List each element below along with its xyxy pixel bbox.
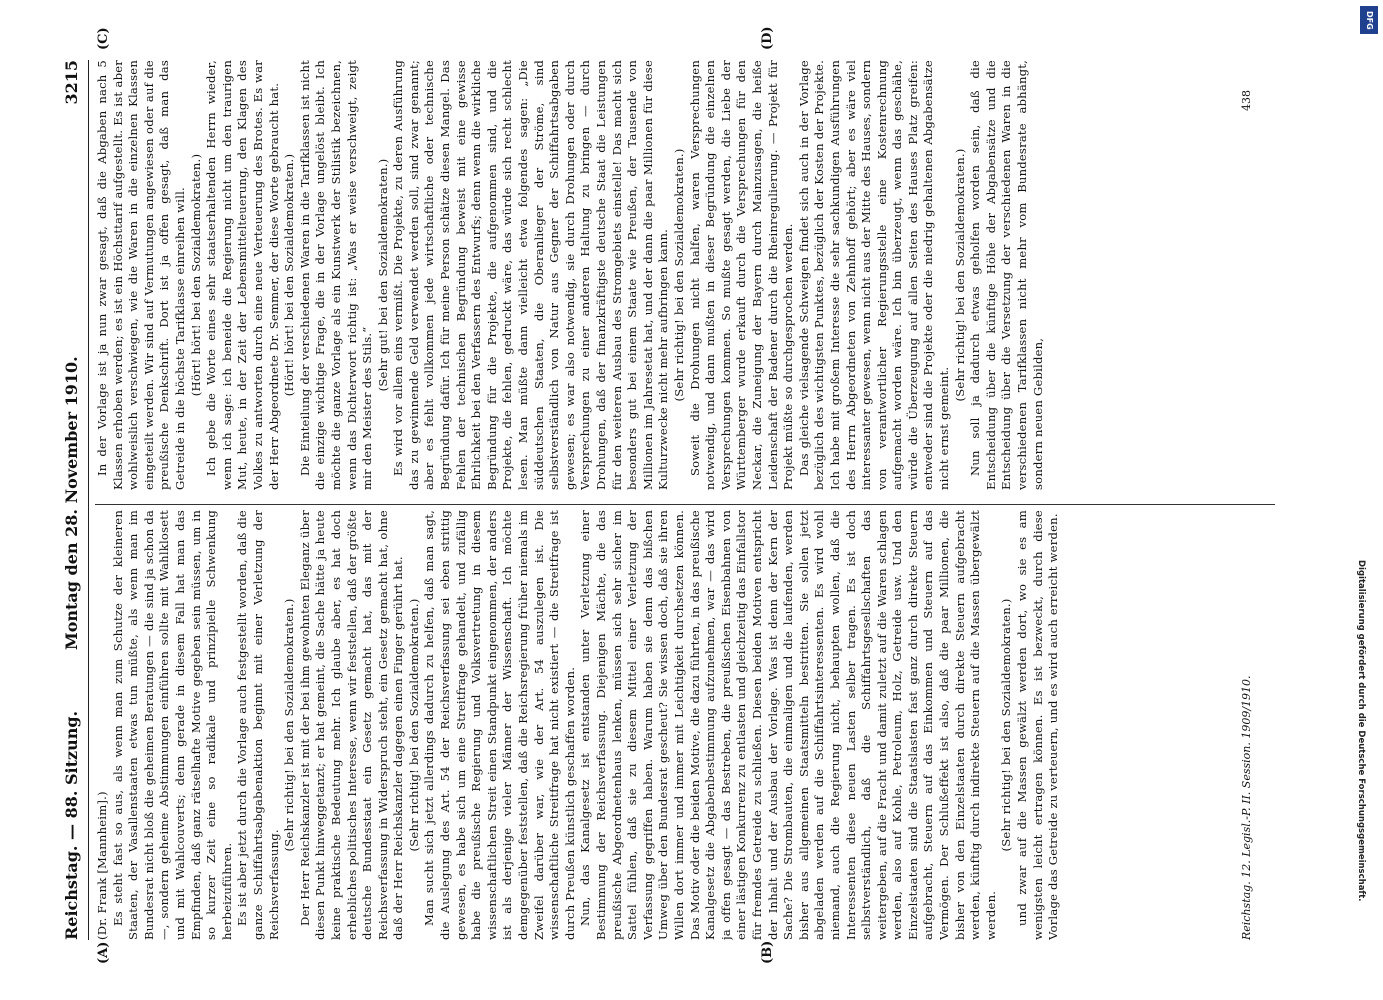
paragraph: Das gleiche vielsagende Schweigen findet sich auch in der Vorlage bezüglich des wichtigsten Punktes, bezüglich der Kosten der Projekte. Ich habe mit großem Interesse die sehr sachkundigen Ausführungen des Herrn Abgeordneten von Zehnhoff gehört; aber es wäre viel interessanter gewesen, wenn nicht aus der Mitte des Hauses, sondern von verantwortlicher Regierungsstelle eine Kostenrechnung aufgemacht worden wäre. Ich bin überzeugt, wenn das geschähe, würde die Überzeugung auf allen Seiten des Hauses Platz greifen: entweder sind die Projekte oder die niedrig gehaltenen Abgabensätze nicht ernst gemeint. [796, 60, 952, 490]
column-rule [95, 504, 1275, 505]
paragraph: Die Einteilung der verschiedenen Waren in die Tarifklassen ist nicht die einzige wichtige Frage, die in der Vorlage ungelöst bleibt. Ich möchte die ganze Vorlage als ein Kunstwerk der Stilistik bezeichnen, wenn das Dichterwort richtig ist: „Was er weise verschweigt, zeigt mir den Meister des Stils.“ [297, 60, 375, 490]
paragraph: Es steht fast so aus, als wenn man zum Schutze der kleineren Staaten, der Vasallenstaaten etwas tun müßte, als wenn man im Bundesrat nicht bloß die geheimen Beratungen — die sind ja schon da —, sondern geheime Abstimmungen einführen sollte mit Wahlklosett und mit Wahlcouverts; denn gerade in diesem Fall hat man das Empfinden, daß ganz rätselhafte Motive gegeben sein müssen, um in so kurzer Zeit eine so radikale und prinzipielle Schwenkung herbeizuführen. [110, 510, 234, 940]
interjection: (Sehr richtig! bei den Sozialdemokraten.) [406, 598, 421, 852]
dfg-logo: DFG [1360, 6, 1378, 34]
paragraph: und zwar auf die Massen gewälzt werden dort, wo sie es am wenigsten leicht ertragen können. Es ist bezweckt, durch diese Vorlage das Getreide zu verteuern, und es wird auch erreicht werden. [1015, 510, 1061, 940]
header-left: Reichstag. — 88. Sitzung. [62, 710, 81, 940]
paragraph: Man sucht sich jetzt allerdings dadurch zu helfen, daß man sagt, die Auslegung des Art. 54 der Reichsverfassung sei eben strittig gewesen, es habe sich um eine Streitfrage gehandelt, und zufällig habe die preußische Regierung und Volksvertretung in diesem wissenschaftlichen Streit einen Standpunkt eingenommen, der anders ist als derjenige vieler Männer der Wissenschaft. Ich möchte demgegenüber feststellen, daß die Reichsregierung früher niemals im Zweifel darüber war, wie der Art. 54 auszulegen ist. Die wissenschaftliche Streitfrage hat nicht existiert — die Streitfrage ist durch Preußen künstlich geschaffen worden. [422, 510, 577, 940]
interjection: (Sehr richtig! bei den Sozialdemokraten.) [999, 598, 1014, 852]
footer-session: Reichstag. 12. Legisl.-P. II. Session. 1909/1910. [1240, 675, 1253, 940]
margin-marker-d: (D) [760, 26, 775, 50]
interjection: (Sehr richtig! bei den Sozialdemokraten.) [952, 148, 967, 402]
speaker-label: (Dr. Frank [Mannheim].) [95, 791, 109, 940]
paragraph: Nun soll ja dadurch etwas geholfen worden sein, daß die Entscheidung über die künftige Höhe der Abgabensätze und die Entscheidung über die Versetzung der verschiedenen Waren in die verschiedenen Tarifklassen nicht mehr vom Bundesrate abhängt, sondern neuen Gebilden, [968, 60, 1045, 490]
paragraph: Es wird vor allem eins vermißt. Die Projekte, zu deren Ausführung das zu gewinnende Geld verwendet werden soll, sind zwar genannt; aber es fehlt vollkommen jede wirtschaftliche oder technische Begründung dafür. Ich für meine Person schätze diesen Mangel. Das Fehlen der technischen Begründung beweist mit eine gewisse Ehrlichkeit bei den Verfassern des Entwurfs; denn wenn die wirkliche Begründung für die Projekte, die aufgenommen sind, und die Projekte, die fehlen, gedruckt wäre, das würde sich recht schlecht lesen. Man müßte dann vielleicht etwa folgendes sagen: „Die süddeutschen Staaten, die Oberanlieger der Ströme, sind selbstverständlich von Natur aus Gegner der Schiffahrtsabgaben gewesen; es war also notwendig, sie durch Drohungen oder durch Versprechungen zu einer anderen Haltung zu bringen — durch Drohungen, daß der finanzkräftigste deutsche Staat die Leistungen für den weiteren Ausbau des Stromgebiets einstelle! Das macht sich besonders gut bei einem Staate wie Preußen, der Tausende von Millionen im Jahresetat hat, und der dann die paar Millionen für diese Kulturzwecke nicht mehr aufbringen kann. [391, 60, 671, 490]
margin-marker-a: (A) [96, 941, 111, 964]
running-header [62, 60, 88, 940]
header-rule [88, 60, 89, 940]
interjection: (Sehr richtig! bei den Sozialdemokraten.) [282, 598, 297, 852]
interjection: (Hört! hört! bei den Sozialdemokraten.) [282, 153, 297, 397]
left-column [95, 510, 1275, 940]
footer-page-number: 438 [1240, 90, 1253, 111]
paragraph: Ich gebe die Worte eines sehr staatserhaltenden Herrn wieder, wenn ich sage: ich beneide die Regierung nicht um den traurigen Mut, heute, in der Zeit der Lebensmittelteuerung, den Klagen des Volkes zu antworten durch eine neue Verteuerung des Brotes. Es war der Herr Abgeordnete Dr. Semmer, der diese Worte gebraucht hat. [204, 60, 281, 490]
page-number: 3215 [62, 60, 81, 105]
interjection: (Hört! hört! bei den Sozialdemokraten.) [188, 153, 203, 397]
paragraph: Nun, das Kanalgesetz ist entstanden unter Verletzung einer Bestimmung der Reichsverfassung. Diejenigen Mächte, die das preußische Abgeordnetenhaus lenken, müssen sich sehr sicher im Sattel fühlen, daß sie zu diesem Mittel einer Verletzung der Verfassung gegriffen haben. Warum haben sie denn das bißchen Umweg über den Bundesrat gescheut? Sie wissen doch, daß sie ihren Willen dort immer und immer mit Leichtigkeit durchsetzen können. Das Motiv oder die beiden Motive, die dazu führten, in das preußische Kanalgesetz die Abgabenbestimmung aufzunehmen, war — das wird ja offen gesagt — das Bestreben, die preußischen Eisenbahnen von einer lästigen Konkurrenz zu entlasten und gleichzeitig das Einfallstor für fremdes Getreide zu schließen. Diesen beiden Motiven entspricht der Inhalt und der Ausbau der Vorlage. Was ist denn der Kern der Sache? Die Strombauten, die einmaligen und die laufenden, werden bisher aus allgemeinen Staatsmitteln bestritten. Sie sollen jetzt abgeladen werden auf die Schiffahrtsinteressenten. Es wird wohl niemand, auch die Regierung nicht, behaupten wollen, daß die Interessenten diese neuen Lasten selber tragen. Es ist doch selbstverständlich, daß die Schiffahrtsgesellschaften das weitergeben, auf die Fracht und damit zuletzt auf die Waren schlagen werden, also auf Kohle, Petroleum, Holz, Getreide usw. Und den Einzelstaaten sind die Staatslasten fast ganz durch direkte Steuern aufgebracht, Steuern auf das Einkommen und Steuern auf das Vermögen. Der Schlußeffekt ist also, daß die paar Millionen, die bisher von den Einzelstaaten durch direkte Steuern aufgebracht werden, künftig durch indirekte Steuern auf die Massen übergewälzt werden. [578, 510, 998, 940]
interjection: (Sehr gut! bei den Sozialdemokraten.) [375, 158, 390, 392]
margin-marker-b: (B) [760, 940, 775, 964]
paragraph: Soweit die Drohungen nicht halfen, waren Versprechungen notwendig, und dann mußten in dieser Begründung die einzelnen Versprechungen kommen. So mußte gesagt werden, die Liebe der Württemberger wurde erkauft durch die Versprechungen für den Neckar, die Zuneigung der Bayern durch Mainzusagen, die heiße Leidenschaft der Badener durch die Rheinregulierung. — Projekt für Projekt müßte so durchgesprochen werden. [687, 60, 796, 490]
header-date: Montag den 28. November 1910. [62, 356, 81, 650]
page-footer [1240, 60, 1253, 940]
paragraph: Es ist aber jetzt durch die Vorlage auch festgestellt worden, daß die ganze Schiffahrtsabgabenaktion beginnt mit einer Verletzung der Reichsverfassung. [235, 510, 281, 940]
right-column [95, 60, 1275, 490]
digitization-note: Digitalisierung gefördert durch die Deutsche Forschungsgemeinschaft. [1356, 560, 1366, 902]
interjection: (Sehr richtig! bei den Sozialdemokraten.) [671, 148, 686, 402]
paragraph: In der Vorlage ist ja nun zwar gesagt, daß die Abgaben nach 5 Klassen erhoben werden; es ist ein Höchsttarif aufgestellt. Es ist aber wohlweislich verschwiegen, wie die Waren in die einzelnen Klassen eingeteilt werden. Wir sind auf Vermutungen angewiesen oder auf die preußische Denkschrift. Dort ist ja offen gesagt, daß man das Getreide in die höchste Tarifklasse einreihen will. [95, 60, 187, 490]
margin-marker-c: (C) [96, 27, 111, 50]
digitization-strip [1358, 0, 1382, 1000]
paragraph: Der Herr Reichskanzler ist mit der bei ihm gewohnten Eleganz über diesen Punkt hinweggetanzt; er hat gemeint, die Sache hätte ja heute keine praktische Bedeutung mehr. Ich glaube aber, es hat doch erhebliches politisches Interesse, wenn wir feststellen, daß der größte deutsche Bundesstaat ein Gesetz gemacht hat, das mit der Reichsverfassung in Widerspruch steht, ein Gesetz gemacht hat, ohne daß der Herr Reichskanzler dagegen einen Finger gerührt hat. [297, 510, 406, 940]
